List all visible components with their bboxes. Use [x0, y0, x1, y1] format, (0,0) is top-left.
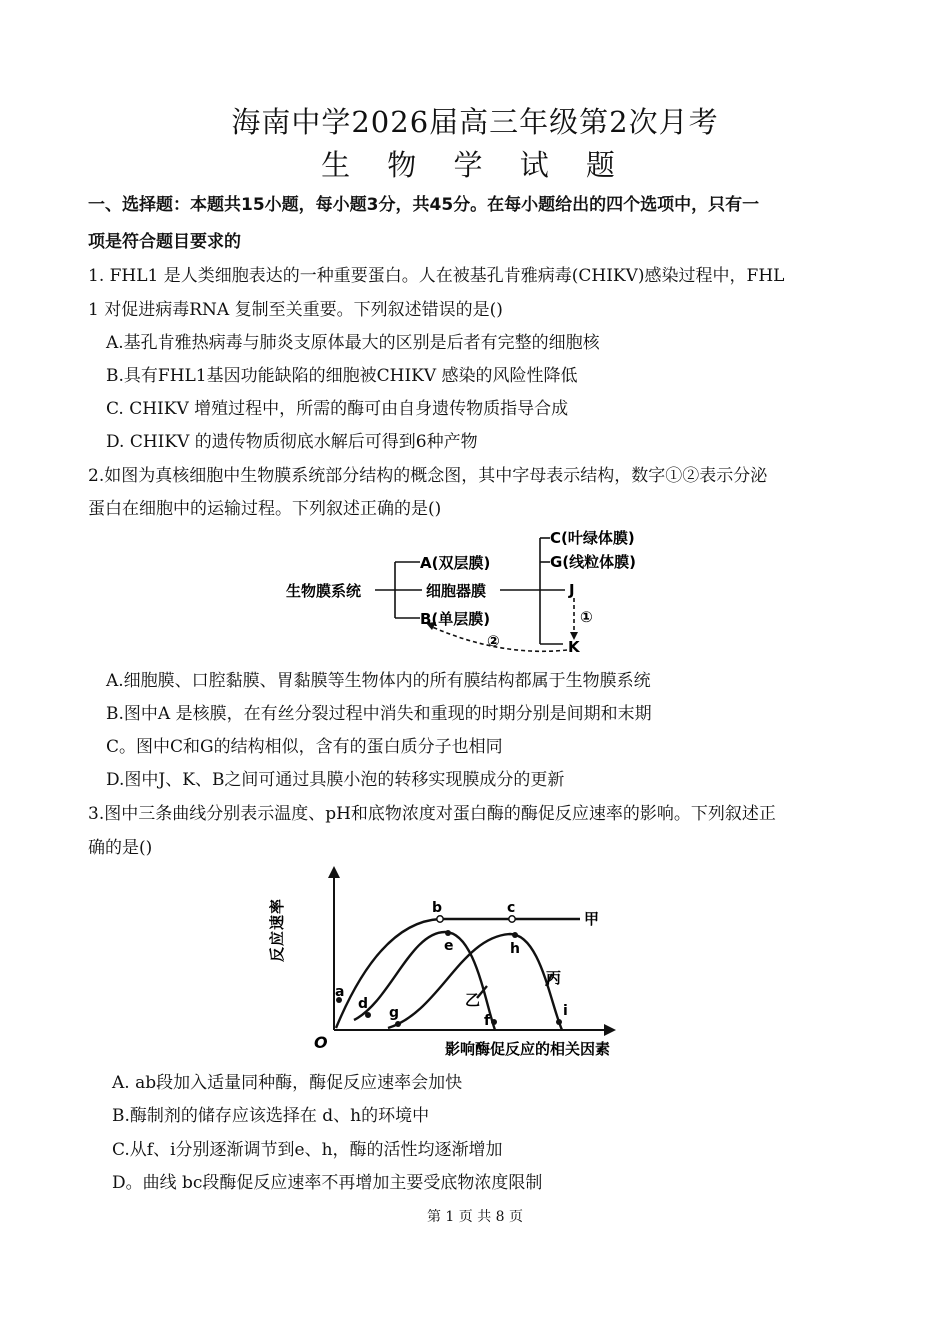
q3-stem-line1: 3.图中三条曲线分别表示温度、pH和底物浓度对蛋白酶的酶促反应速率的影响。下列叙述正 — [88, 804, 776, 824]
q3-option-a: A. ab段加入适量同种酶，酶促反应速率会加快 — [112, 1073, 463, 1093]
section-heading-line2: 项是符合题目要求的 — [88, 232, 241, 252]
curve-lines — [336, 919, 580, 1030]
q2-option-a: A.细胞膜、口腔黏膜、胃黏膜等生物体内的所有膜结构都属于生物膜系统 — [106, 671, 651, 691]
diagram-label-c: C(叶绿体膜) — [550, 529, 635, 547]
page-number: 第 1 页 共 8 页 — [426, 1209, 524, 1225]
point-i-label: i — [563, 1003, 568, 1019]
diagram-root-label: 生物膜系统 — [286, 582, 362, 600]
point-e-label: e — [444, 938, 454, 954]
diagram-step-1: ① — [580, 608, 593, 626]
diagram-organelle-label: 细胞器膜 — [426, 582, 487, 600]
exam-title: 海南中学2026届高三年级第2次月考 — [231, 105, 719, 139]
q2-option-c: C。图中C和G的结构相似，含有的蛋白质分子也相同 — [106, 737, 503, 757]
q2-option-b: B.图中A 是核膜，在有丝分裂过程中消失和重现的时期分别是间期和末期 — [106, 704, 652, 724]
diagram-label-b: B(单层膜) — [420, 610, 491, 628]
enzyme-rate-chart — [268, 862, 650, 1062]
q3-option-d: D。曲线 bc段酶促反应速率不再增加主要受底物浓度限制 — [112, 1173, 543, 1193]
point-f-label: f — [484, 1013, 491, 1029]
diagram-label-g: G(线粒体膜) — [550, 553, 637, 571]
point-i-marker — [556, 1019, 562, 1025]
q2-option-d: D.图中J、K、B之间可通过具膜小泡的转移实现膜成分的更新 — [106, 770, 565, 790]
curve-yi-label: 乙 — [465, 991, 481, 1009]
point-b-marker — [437, 916, 443, 922]
point-d-marker — [365, 1012, 371, 1018]
point-a-label: a — [335, 984, 345, 1000]
section-heading-line1: 一、选择题：本题共15小题，每小题3分，共45分。在每小题给出的四个选项中，只有一 — [88, 195, 760, 215]
q1-stem-line1: 1. FHL1 是人类细胞表达的一种重要蛋白。人在被基孔肯雅病毒(CHIKV)感染过程中，FHL — [88, 266, 785, 286]
q3-option-c: C.从f、i分别逐渐调节到e、h，酶的活性均逐渐增加 — [112, 1140, 503, 1160]
curve-yi-line — [354, 932, 495, 1030]
point-g-marker — [395, 1021, 401, 1027]
diagram-label-j: J — [569, 581, 575, 599]
q1-option-d: D. CHIKV 的遗传物质彻底水解后可得到6种产物 — [106, 432, 478, 452]
chart-ylabel: 反应速率 — [268, 897, 286, 962]
point-b-label: b — [432, 900, 443, 916]
point-f-marker — [491, 1019, 497, 1025]
point-h-marker — [512, 932, 518, 938]
membrane-concept-diagram — [280, 522, 680, 662]
point-h-label: h — [510, 941, 520, 957]
q1-option-c: C. CHIKV 增殖过程中，所需的酶可由自身遗传物质指导合成 — [106, 399, 569, 419]
chart-xlabel: 影响酶促反应的相关因素 — [445, 1040, 611, 1058]
point-c-label: c — [507, 900, 516, 916]
point-d-label: d — [358, 996, 369, 1012]
curve-jia-label: 甲 — [584, 910, 600, 928]
point-g-label: g — [389, 1005, 400, 1021]
q3-option-b: B.酶制剂的储存应该选择在 d、h的环境中 — [112, 1106, 430, 1126]
point-e-marker — [445, 930, 451, 936]
chart-origin-label: O — [314, 1033, 328, 1052]
diagram-label-a: A(双层膜) — [420, 554, 491, 572]
q2-stem-line2: 蛋白在细胞中的运输过程。下列叙述正确的是() — [88, 499, 442, 519]
q3-stem-line2: 确的是() — [88, 838, 153, 858]
q2-stem-line1: 2.如图为真核细胞中生物膜系统部分结构的概念图，其中字母表示结构，数字①②表示分泌 — [88, 466, 768, 486]
q1-option-a: A.基孔肯雅热病毒与肺炎支原体最大的区别是后者有完整的细胞核 — [106, 333, 600, 353]
q1-stem-line2: 1 对促进病毒RNA 复制至关重要。下列叙述错误的是() — [88, 300, 503, 320]
curve-bing-line — [388, 934, 562, 1030]
diagram-label-k: K — [568, 638, 580, 656]
q1-option-b: B.具有FHL1基因功能缺陷的细胞被CHIKV 感染的风险性降低 — [106, 366, 578, 386]
point-c-marker — [509, 916, 515, 922]
diagram-step-2: ② — [487, 632, 500, 650]
exam-subtitle: 生 物 学 试 题 — [321, 148, 629, 182]
curve-bing-label: 丙 — [546, 969, 562, 987]
